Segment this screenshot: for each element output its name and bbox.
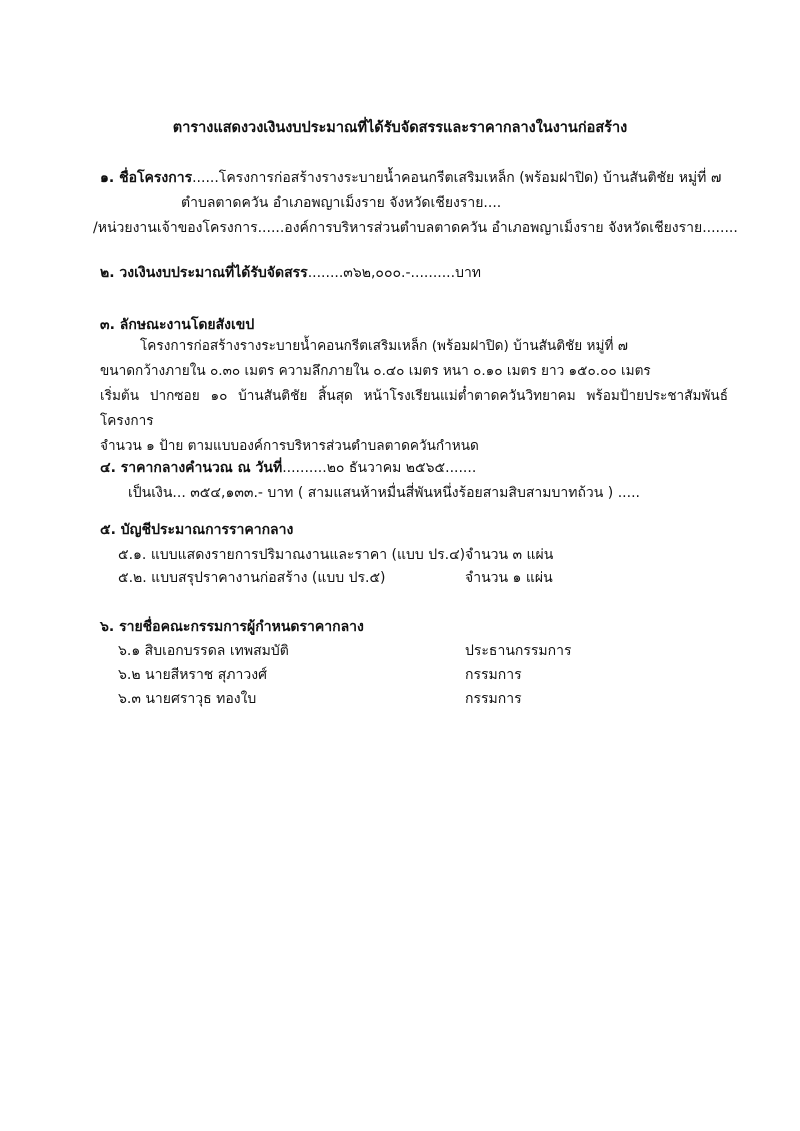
price-date: ..........๒๐ ธันวาคม ๒๕๖๕....... <box>282 460 477 476</box>
estimate-item-2: ๕.๒. แบบสรุปราคางานก่อสร้าง (แบบ ปร.๕) <box>118 570 386 586</box>
estimate-item-1-qty: จำนวน ๓ แผ่น <box>465 547 554 563</box>
committee-member-1: ๖.๑ สิบเอกบรรดล เทพสมบัติ <box>118 643 289 659</box>
committee-member-1-role: ประธานกรรมการ <box>465 643 572 659</box>
committee-member-3: ๖.๓ นายศราวุธ ทองใบ <box>118 691 257 707</box>
section-5-label: ๕. บัญชีประมาณการราคากลาง <box>100 522 294 538</box>
committee-member-2: ๖.๒ นายสีหราช สุภาวงศ์ <box>118 667 267 683</box>
median-price-amount: เป็นเงิน... ๓๕๔,๑๓๓.- บาท ( สามแสนห้าหมื่นสี่พันหนึ่งร้อยสามสิบสามบาทถ้วน ) ..... <box>128 485 640 501</box>
section-2-label: ๒. วงเงินงบประมาณที่ได้รับจัดสรร <box>100 265 308 281</box>
committee-member-2-role: กรรมการ <box>465 667 522 683</box>
description-line-3: เริ่มต้น ปากซอย ๑๐ บ้านสันติชัย สิ้นสุด หน้าโรงเรียนแม่ต๋ำตาดควันวิทยาคม พร้อมป้ายประชาสัมพันธ์โครงการ <box>100 388 728 429</box>
estimate-item-2-qty: จำนวน ๑ แผ่น <box>465 570 553 586</box>
document-title: ตารางแสดงวงเงินงบประมาณที่ได้รับจัดสรรและราคากลางในงานก่อสร้าง <box>172 120 628 136</box>
project-description <box>100 334 728 459</box>
section-2 <box>100 263 481 283</box>
section-3-label: ๓. ลักษณะงานโดยสังเขป <box>100 317 255 333</box>
section-4-label: ๔. ราคากลางคำนวณ ณ วันที่ <box>100 460 283 476</box>
section-4 <box>100 458 476 478</box>
description-line-2: ขนาดกว้างภายใน ๐.๓๐ เมตร ความลึกภายใน ๐.๔๐ เมตร หนา ๐.๑๐ เมตร ยาว ๑๕๐.๐๐ เมตร <box>100 363 651 379</box>
section-6-label: ๖. รายชื่อคณะกรรมการผู้กำหนดราคากลาง <box>100 619 364 635</box>
section-1 <box>100 168 721 188</box>
description-line-4: จำนวน ๑ ป้าย ตามแบบองค์การบริหารส่วนตำบลตาดควันกำหนด <box>100 438 479 454</box>
budget-amount: ........๓๖๒,๐๐๐.-..........บาท <box>307 265 482 281</box>
project-agency: /หน่วยงานเจ้าของโครงการ......องค์การบริหารส่วนตำบลตาดควัน อำเภอพญาเม็งราย จังหวัดเชียงราย........ <box>93 220 738 236</box>
estimate-item-1: ๕.๑. แบบแสดงรายการปริมาณงานและราคา (แบบ ปร.๔) <box>118 547 466 563</box>
project-name: ......โครงการก่อสร้างรางระบายน้ำคอนกรีตเสริมเหล็ก (พร้อมฝาปิด) บ้านสันติชัย หมู่ที่ ๗ <box>192 170 722 186</box>
section-1-label: ๑. ชื่อโครงการ <box>100 170 193 186</box>
committee-member-3-role: กรรมการ <box>465 691 522 707</box>
description-line-1: โครงการก่อสร้างรางระบายน้ำคอนกรีตเสริมเหล็ก (พร้อมฝาปิด) บ้านสันติชัย หมู่ที่ ๗ <box>140 338 628 354</box>
project-location: ตำบลตาดควัน อำเภอพญาเม็งราย จังหวัดเชียงราย.... <box>181 195 502 211</box>
